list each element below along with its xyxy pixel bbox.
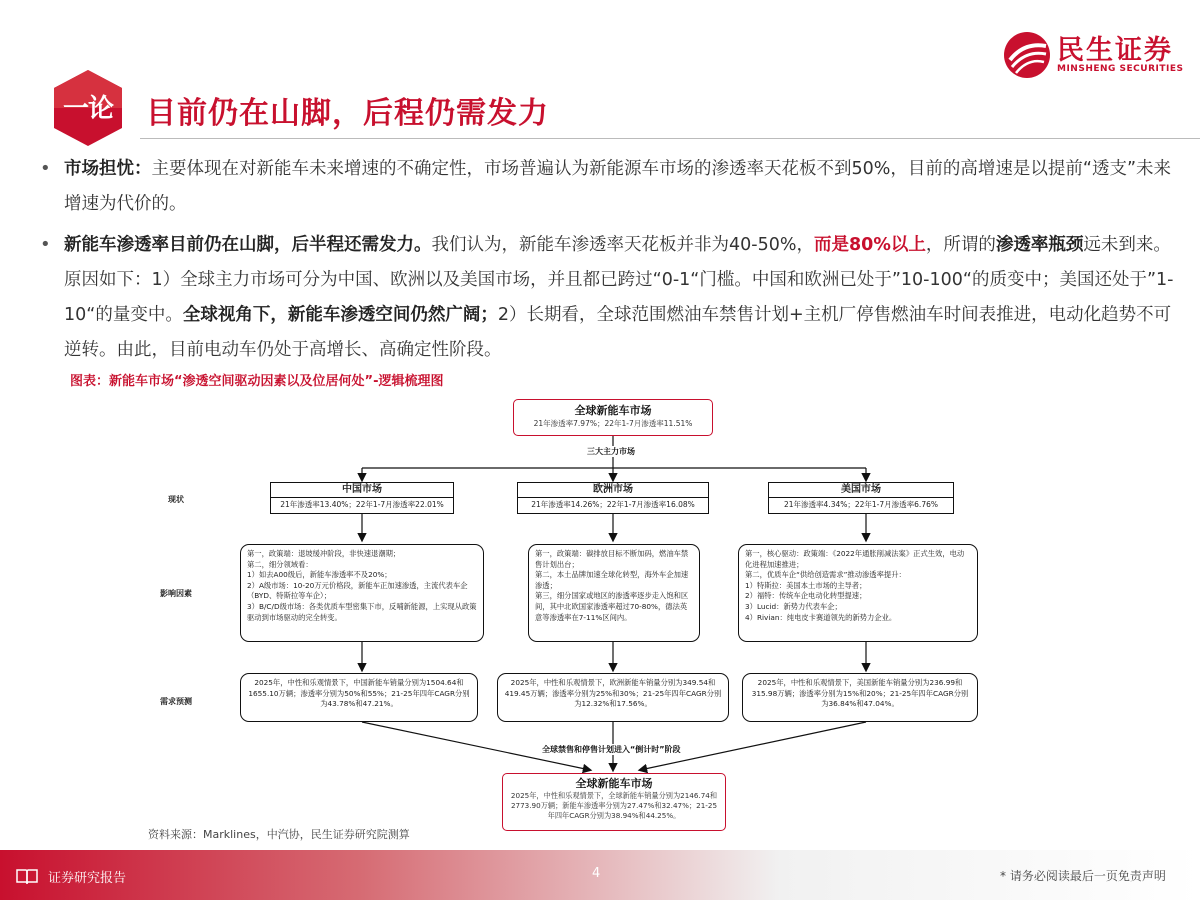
market-box-china	[270, 482, 454, 514]
market-name: 欧洲市场	[518, 483, 708, 498]
bullet-2-lead: 新能车渗透率目前仍在山脚，后半程还需发力。	[64, 235, 432, 255]
global-market-title: 全球新能车市场	[574, 404, 652, 417]
global-market-forecast: 2025年，中性和乐观情景下，全球新能车销量分别为2146.74和2773.90万辆；新能车渗透率分别为27.47%和32.47%；21-25年四年CAGR分别为38.94%和44.25%。	[510, 791, 718, 820]
global-market-box-bottom	[502, 773, 726, 831]
factor-line: 第二，本土品牌加速全球化转型，海外车企加速渗透；	[535, 570, 689, 590]
bullet-dot: •	[40, 234, 51, 255]
footer-disclaimer: * 请务必阅读最后一页免责声明	[1000, 869, 1166, 883]
bullet-1-text: 主要体现在对新能车未来增速的不确定性，市场普遍认为新能源车市场的渗透率天花板不到50%，目前的高增速是以提前“透支”未来增速为代价的。	[64, 159, 1172, 214]
factors-box-usa	[738, 544, 978, 642]
badge-label: 一论	[62, 94, 113, 124]
bullet-2-text: 远未到来。原因如下：1）全球主力市场可分为中国、欧洲以及美国市场，并且都已跨过“0-1“门槛。中国和欧洲已处于”10-100“的质变中；美国还处于”1-10“的量变中。	[64, 235, 1174, 325]
factor-line: 第一，政策端：碳排放目标不断加码，燃油车禁售计划出台；	[535, 549, 689, 569]
flow-label-countdown: 全球禁售和停售计划进入“倒计时”阶段	[542, 745, 681, 754]
factor-line: 第二，细分领域看：	[247, 559, 313, 569]
global-market-title: 全球新能车市场	[575, 777, 653, 790]
logo-text-en: MINSHENG SECURITIES	[1057, 64, 1184, 74]
global-market-box-top	[513, 399, 713, 436]
page-title: 目前仍在山脚，后程仍需发力	[146, 96, 549, 131]
factor-line: 第一，核心驱动：政策端：《2022年通胀削减法案》正式生效，电动化进程加速推进；	[745, 549, 965, 569]
bullet-2-text: 我们认为，新能车渗透率天花板并非为40-50%，	[431, 235, 814, 255]
flow-label-main-markets: 三大主力市场	[587, 447, 635, 456]
global-market-penetration: 21年渗透率7.97%；22年1-7月渗透率11.51%	[533, 419, 693, 428]
bullet-2-bold: 全球视角下，新能车渗透空间仍然广阔；	[182, 305, 498, 325]
book-icon	[16, 868, 38, 884]
market-box-usa	[768, 482, 954, 514]
forecast-box-usa: 2025年，中性和乐观情景下，美国新能车销量分别为236.99和315.98万辆；渗透率分别为15%和20%；21-25年四年CAGR分别为36.84%和47.04%。	[742, 673, 978, 722]
factor-line: 第二，优质车企“供给创造需求”推动渗透率提升：	[745, 570, 906, 580]
factors-box-europe	[528, 544, 700, 642]
factor-line: 3）B/C/D级市场：各类优质车型密集下市，反哺新能源，上实现从政策驱动到市场驱动的完全转变。	[247, 601, 477, 622]
market-name: 中国市场	[271, 483, 453, 498]
factor-line: 4）Rivian：纯电皮卡赛道领先的新势力企业。	[745, 612, 897, 622]
market-box-europe	[517, 482, 709, 514]
factor-line: 第三，细分国家或地区的渗透率逐步走入饱和区间，其中北欧国家渗透率超过70-80%，德法英意等渗透率在7-11%区间内。	[535, 591, 689, 622]
factor-line: 2）福特：传统车企电动化转型提速；	[745, 591, 867, 601]
row-label-forecast: 需求预测	[160, 697, 192, 706]
row-label-factors: 影响因素	[160, 589, 192, 598]
figure-source: 资料来源：Marklines，中汽协，民生证券研究院测算	[148, 828, 410, 841]
page-number: 4	[592, 866, 601, 881]
figure-caption: 图表：新能车市场“渗透空间驱动因素以及位居何处”-逻辑梳理图	[70, 374, 444, 389]
factor-line: 1）特斯拉：美国本土市场的主导者；	[745, 580, 867, 590]
market-name: 美国市场	[769, 483, 953, 498]
factor-line: 第一，政策端：退坡缓冲阶段，非快速退潮期；	[247, 549, 401, 558]
bullet-2-highlight: 而是80%以上	[813, 235, 926, 255]
footer-report-label: 证券研究报告	[48, 871, 127, 886]
bullet-1-label: 市场担忧：	[64, 159, 152, 179]
bullet-2-text: 2）长期看，全球范围燃油车禁售计划+主机厂停售燃油车时间表推进，电动化趋势不可逆转。由此，目前电动车仍处于高增长、高确定性阶段。	[64, 305, 1172, 360]
row-label-status: 现状	[168, 495, 184, 504]
factors-box-china	[240, 544, 484, 642]
bullet-2-bold: 渗透率瓶颈	[995, 235, 1084, 255]
market-penetration: 21年渗透率14.26%；22年1-7月渗透率16.08%	[531, 500, 695, 509]
bullet-2-text: ，所谓的	[925, 235, 996, 255]
market-penetration: 21年渗透率13.40%；22年1-7月渗透率22.01%	[280, 500, 444, 509]
forecast-box-europe: 2025年，中性和乐观情景下，欧洲新能车销量分别为349.54和419.45万辆；渗透率分别为25%和30%；21-25年四年CAGR分别为12.32%和17.56%。	[497, 673, 729, 722]
factor-line: 1）如去A00级后，新能车渗透率不及20%；	[247, 570, 392, 580]
bullet-dot: •	[40, 158, 51, 179]
market-penetration: 21年渗透率4.34%；22年1-7月渗透率6.76%	[784, 500, 938, 509]
forecast-box-china: 2025年，中性和乐观情景下，中国新能车销量分别为1504.64和1655.10万辆；渗透率分别为50%和55%；21-25年四年CAGR分别为43.78%和47.21%。	[240, 673, 478, 722]
factor-line: 3）Lucid：新势力代表车企；	[745, 601, 842, 611]
factor-line: 2）A级市场：10-20万元价格段，新能车正加速渗透，主流代表车企（BYD、特斯拉等车企）；	[247, 580, 468, 601]
logo-text-cn: 民生证券	[1057, 35, 1173, 66]
